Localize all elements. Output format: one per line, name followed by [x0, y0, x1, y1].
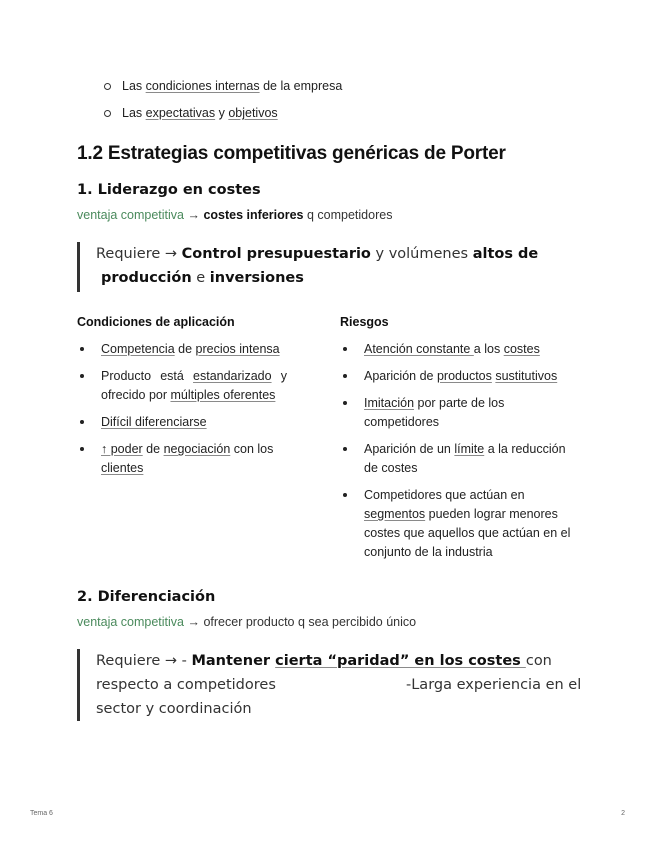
conditions-heading: Condiciones de aplicación	[77, 315, 235, 329]
intro-list	[104, 78, 342, 132]
quote-liderazgo	[77, 242, 556, 292]
section-title: 1.2 Estrategias competitivas genéricas de Porter	[77, 143, 506, 164]
tagline-liderazgo: ventaja competitiva → costes inferiores q competidores	[77, 208, 393, 222]
list-item: ↑ poder de negociación con los clientes	[77, 440, 287, 478]
list-item: Las expectativas y objetivos	[104, 105, 342, 132]
conditions-list	[77, 340, 287, 486]
list-item: Competencia de precios intensa	[77, 340, 287, 359]
list-item: Atención constante a los costes	[340, 340, 580, 359]
quote-diferenciacion	[77, 649, 586, 721]
page-number: 2	[621, 810, 625, 817]
list-item: Difícil diferenciarse	[77, 413, 287, 432]
list-item: Aparición de un límite a la reducción de costes	[340, 440, 580, 478]
quote-line: Requiere → Control presupuestario y volúmenes altos de	[96, 246, 539, 262]
heading-liderazgo: 1. Liderazgo en costes	[77, 182, 261, 198]
quote-line: respecto a competidores -Larga experiencia en el	[96, 677, 582, 693]
footer-left: Tema 6	[30, 810, 53, 817]
list-item: Aparición de productos sustitutivos	[340, 367, 580, 386]
quote-line: Requiere → - Mantener cierta “paridad” en los costes con	[96, 653, 552, 669]
quote-line: producción e inversiones	[101, 270, 304, 286]
risks-list	[340, 340, 580, 570]
list-item: Imitación por parte de los competidores	[340, 394, 580, 432]
quote-line: sector y coordinación	[96, 701, 252, 717]
risks-heading: Riesgos	[340, 315, 389, 329]
list-item: Las condiciones internas de la empresa	[104, 78, 342, 105]
list-item: Competidores que actúan en segmentos pueden lograr menores costes que aquellos que actúan en el conjunto de la industria	[340, 486, 580, 562]
tagline-diferenciacion: ventaja competitiva → ofrecer producto q sea percibido único	[77, 615, 417, 629]
list-item: Producto está estandarizado y ofrecido por múltiples oferentes	[77, 367, 287, 405]
heading-diferenciacion: 2. Diferenciación	[77, 589, 216, 605]
